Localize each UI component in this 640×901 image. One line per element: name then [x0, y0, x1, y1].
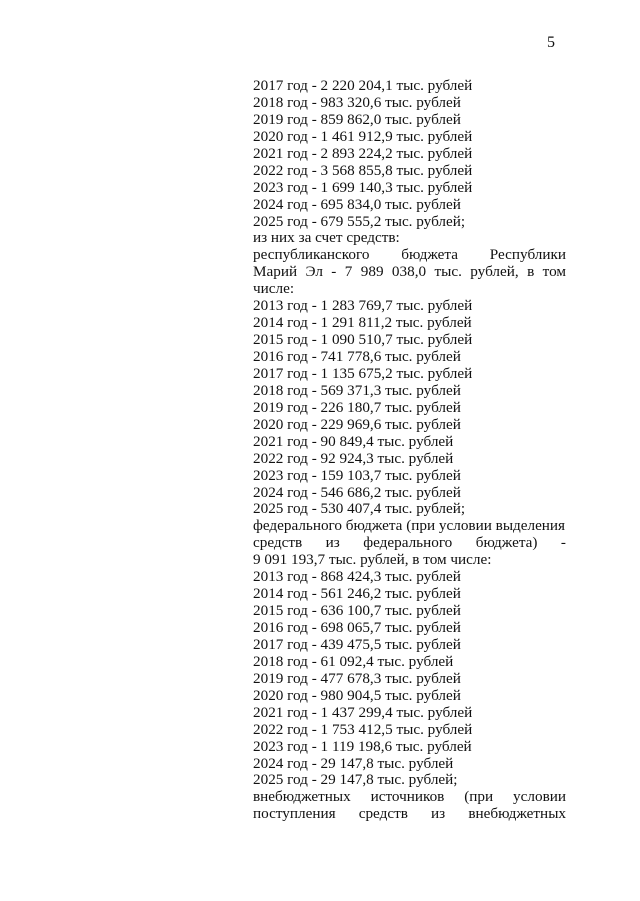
republic-year-line: 2022 год - 92 924,3 тыс. рублей	[253, 449, 454, 467]
text-line: 2023 год - 1 699 140,3 тыс. рублей	[253, 178, 473, 196]
federal-year-line: 2017 год - 439 475,5 тыс. рублей	[253, 635, 461, 653]
republic-year-line: 2017 год - 1 135 675,2 тыс. рублей	[253, 364, 473, 382]
text-line: 2022 год - 3 568 855,8 тыс. рублей	[253, 161, 473, 179]
text-line: 2017 год - 2 220 204,1 тыс. рублей	[253, 77, 473, 94]
republic-year-line: 2025 год - 530 407,4 тыс. рублей;	[253, 500, 466, 518]
text-line: 2018 год - 983 320,6 тыс. рублей	[253, 93, 461, 111]
document-body	[253, 78, 566, 823]
republic-year-line: 2021 год - 90 849,4 тыс. рублей	[253, 432, 454, 450]
page-number: 5	[547, 34, 555, 51]
extra-budget-heading-2: поступления средств из внебюджетных	[253, 805, 566, 823]
text-line: 2020 год - 1 461 912,9 тыс. рублей	[253, 127, 473, 145]
republic-year-line: 2019 год - 226 180,7 тыс. рублей	[253, 398, 461, 416]
federal-year-line: 2021 год - 1 437 299,4 тыс. рублей	[253, 703, 473, 721]
republic-year-line: 2013 год - 1 283 769,7 тыс. рублей	[253, 297, 473, 315]
federal-year-line: 2019 год - 477 678,3 тыс. рублей	[253, 669, 461, 687]
republic-year-line: 2020 год - 229 969,6 тыс. рублей	[253, 415, 461, 433]
extra-budget-heading-1: внебюджетных источников (при условии	[253, 788, 566, 806]
republic-year-line: 2014 год - 1 291 811,2 тыс. рублей	[253, 314, 472, 332]
text-line: 2021 год - 2 893 224,2 тыс. рублей	[253, 144, 473, 162]
federal-year-line: 2013 год - 868 424,3 тыс. рублей	[253, 568, 461, 586]
republic-budget-heading-1: республиканского бюджета Республики	[253, 246, 566, 264]
republic-year-line: 2024 год - 546 686,2 тыс. рублей	[253, 483, 461, 501]
federal-budget-heading-2: средств из федерального бюджета) -	[253, 534, 566, 552]
federal-year-line: 2024 год - 29 147,8 тыс. рублей	[253, 754, 454, 772]
federal-year-line: 2014 год - 561 246,2 тыс. рублей	[253, 585, 461, 603]
republic-year-line: 2015 год - 1 090 510,7 тыс. рублей	[253, 331, 473, 349]
republic-year-line: 2023 год - 159 103,7 тыс. рублей	[253, 466, 461, 484]
text-line: 2025 год - 679 555,2 тыс. рублей;	[253, 212, 466, 230]
federal-year-line: 2025 год - 29 147,8 тыс. рублей;	[253, 771, 458, 789]
text-line: из них за счет средств:	[253, 229, 400, 247]
republic-year-line: 2018 год - 569 371,3 тыс. рублей	[253, 381, 461, 399]
federal-year-line: 2022 год - 1 753 412,5 тыс. рублей	[253, 720, 473, 738]
federal-year-line: 2023 год - 1 119 198,6 тыс. рублей	[253, 737, 472, 755]
text-line: 2019 год - 859 862,0 тыс. рублей	[253, 110, 461, 128]
federal-budget-heading-3: 9 091 193,7 тыс. рублей, в том числе:	[253, 551, 492, 569]
federal-year-line: 2015 год - 636 100,7 тыс. рублей	[253, 602, 461, 620]
text-line: 2024 год - 695 834,0 тыс. рублей	[253, 195, 461, 213]
republic-budget-heading-3: числе:	[253, 280, 295, 298]
federal-year-line: 2018 год - 61 092,4 тыс. рублей	[253, 652, 454, 670]
republic-year-line: 2016 год - 741 778,6 тыс. рублей	[253, 348, 461, 366]
federal-year-line: 2020 год - 980 904,5 тыс. рублей	[253, 686, 461, 704]
federal-year-line: 2016 год - 698 065,7 тыс. рублей	[253, 619, 461, 637]
republic-budget-heading-2: Марий Эл - 7 989 038,0 тыс. рублей, в том	[253, 263, 566, 281]
federal-budget-heading-1: федерального бюджета (при условии выделения	[253, 517, 566, 535]
